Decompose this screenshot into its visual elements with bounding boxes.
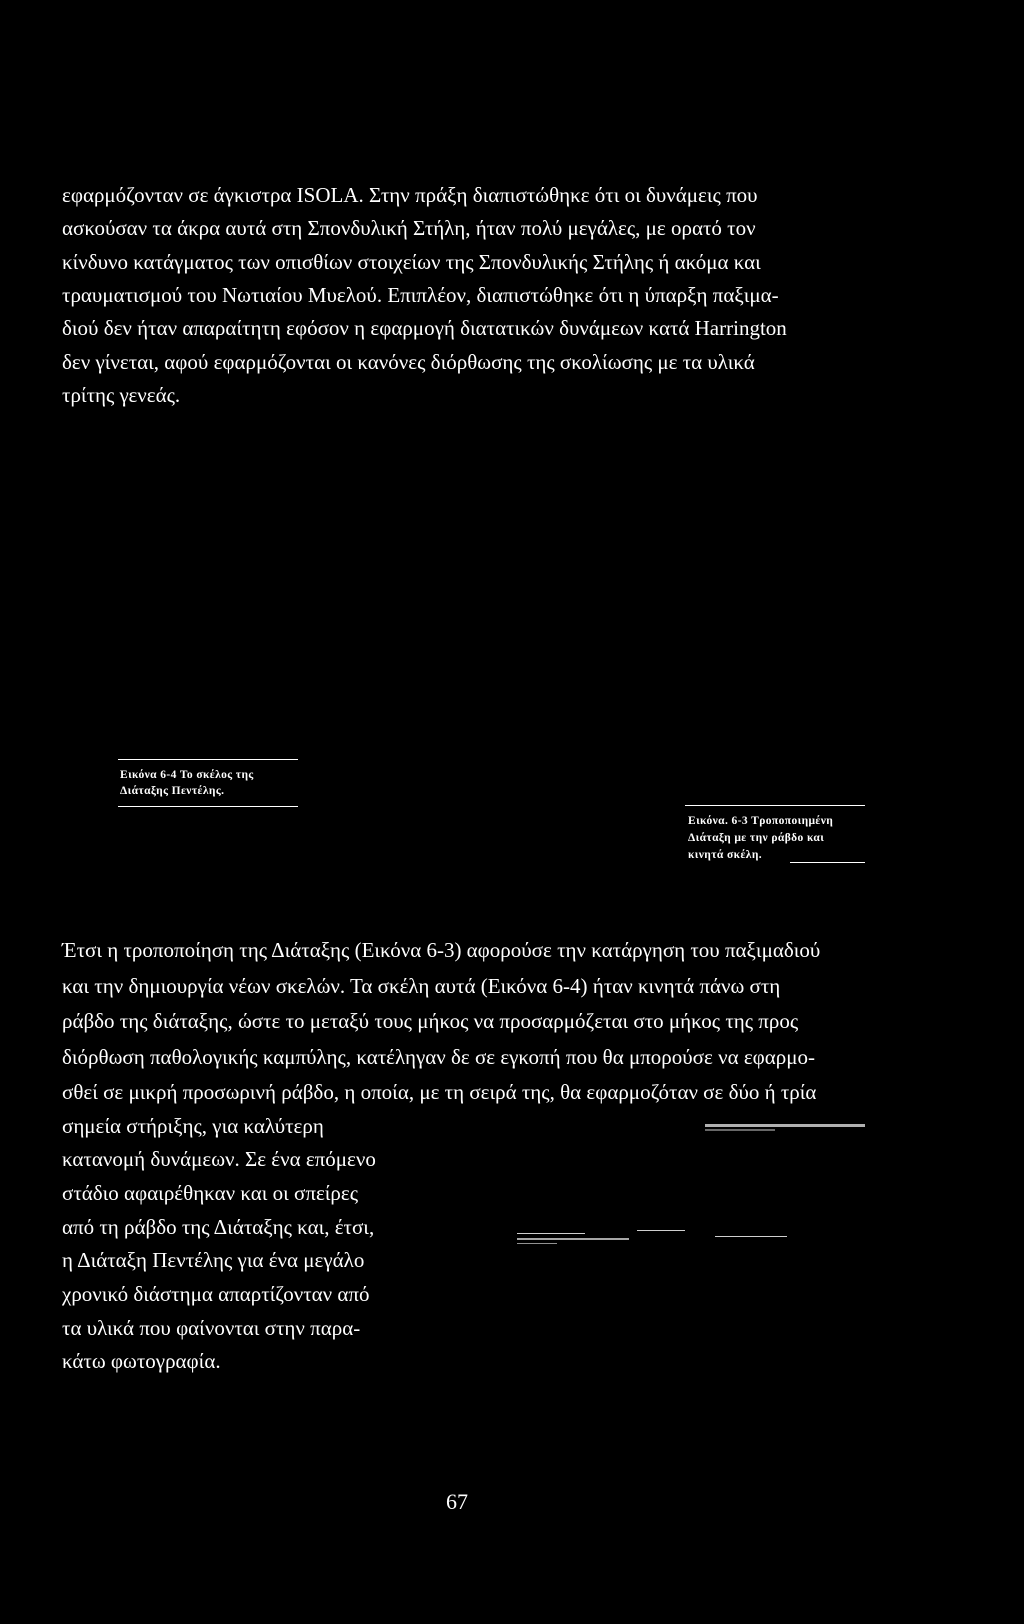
scan-line (705, 1124, 865, 1127)
main-line: από τη ράβδο της Διάταξης και, έτσι, (62, 1215, 375, 1239)
caption-line: Εικόνα. 6-3 Τροποποιημένη (688, 815, 834, 827)
caption-line: κινητά σκέλη. (688, 849, 763, 861)
intro-line: διού δεν ήταν απαραίτητη εφόσον η εφαρμογή διατατικών δυνάμεων κατά Harrington (62, 316, 787, 340)
caption-line: Εικόνα 6-4 Το σκέλος της (120, 769, 254, 781)
intro-line: δεν γίνεται, αφού εφαρμόζονται οι κανόνες διόρθωσης της σκολίωσης με τα υλικά (62, 350, 755, 374)
caption-line: Διάταξης Πεντέλης. (120, 785, 225, 797)
scan-line (637, 1230, 685, 1231)
intro-line: εφαρμόζονταν σε άγκιστρα ISOLA. Στην πράξη διαπιστώθηκε ότι οι δυνάμεις που (62, 183, 758, 207)
scan-line (517, 1233, 585, 1234)
page-number: 67 (446, 1489, 468, 1514)
scan-line (517, 1238, 629, 1240)
scan-line (517, 1243, 557, 1244)
main-line: και την δημιουργία νέων σκελών. Τα σκέλη αυτά (Εικόνα 6-4) ήταν κινητά πάνω στη (62, 974, 781, 998)
intro-line: τρίτης γενεάς. (62, 383, 181, 407)
main-line: χρονικό διάστημα απαρτίζονταν από (62, 1282, 370, 1306)
main-line: Έτσι η τροποποίηση της Διάταξης (Εικόνα 6-3) αφορούσε την κατάργηση του παξιμαδιού (62, 938, 821, 962)
main-line: κάτω φωτογραφία. (62, 1349, 221, 1373)
main-line: κατανομή δυνάμεων. Σε ένα επόμενο (62, 1147, 376, 1171)
intro-line: ασκούσαν τα άκρα αυτά στη Σπονδυλική Στήλη, ήταν πολύ μεγάλες, με ορατό τον (62, 216, 756, 240)
caption-bottom-rule (790, 862, 865, 863)
scan-line (705, 1129, 775, 1131)
caption-line: Διάταξη με την ράβδο και (688, 832, 825, 844)
scan-line (715, 1236, 787, 1237)
intro-line: κίνδυνο κατάγματος των οπισθίων στοιχείων της Σπονδυλικής Στήλης ή ακόμα και (62, 250, 761, 274)
caption-top-rule (685, 805, 865, 806)
main-line: σθεί σε μικρή προσωρινή ράβδο, η οποία, με τη σειρά της, θα εφαρμοζόταν σε δύο ή τρία (62, 1080, 817, 1104)
intro-line: τραυματισμού του Νωτιαίου Μυελού. Επιπλέον, διαπιστώθηκε ότι η ύπαρξη παξιμα- (62, 283, 779, 307)
main-line: τα υλικά που φαίνονται στην παρα- (62, 1316, 361, 1340)
main-line: σημεία στήριξης, για καλύτερη (62, 1114, 324, 1138)
main-line: διόρθωση παθολογικής καμπύλης, κατέληγαν δε σε εγκοπή που θα μπορούσε να εφαρμο- (62, 1045, 815, 1069)
main-line: στάδιο αφαιρέθηκαν και οι σπείρες (62, 1181, 359, 1205)
main-line: ράβδο της διάταξης, ώστε το μεταξύ τους μήκος να προσαρμόζεται στο μήκος της προς (62, 1009, 799, 1033)
caption-top-rule (118, 759, 298, 760)
caption-bottom-rule (118, 806, 298, 807)
main-line: η Διάταξη Πεντέλης για ένα μεγάλο (62, 1248, 365, 1272)
